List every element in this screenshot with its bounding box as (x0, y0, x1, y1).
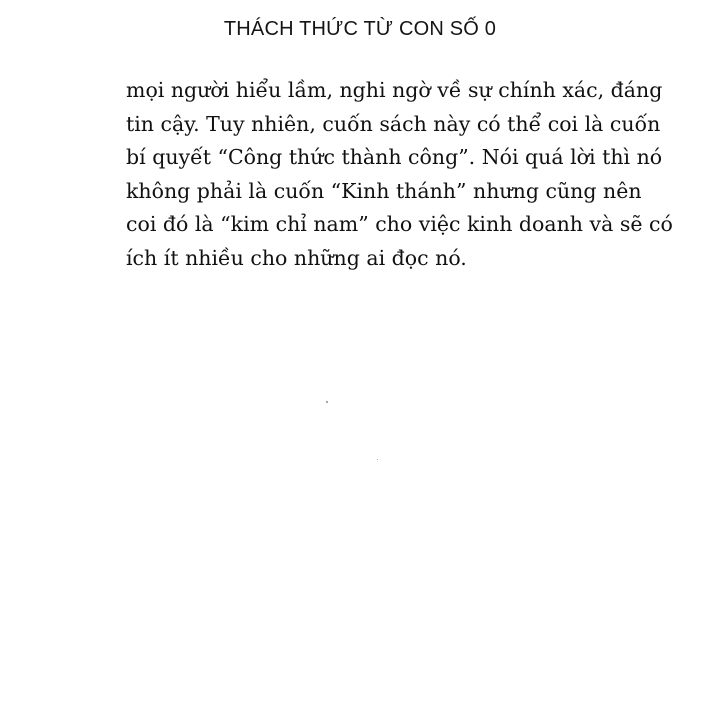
running-header: THÁCH THỨC TỪ CON SỐ 0 (223, 18, 497, 40)
paper-speck (326, 401, 328, 403)
text-line: ích ít nhiều cho những ai đọc nó. (126, 245, 467, 270)
text-line: coi đó là “kim chỉ nam” cho việc kinh doanh và sẽ có (126, 212, 673, 236)
body-paragraph (126, 74, 673, 275)
text-line: tin cậy. Tuy nhiên, cuốn sách này có thể coi là cuốn (126, 111, 661, 136)
paper-speck (377, 459, 378, 460)
text-line: mọi người hiểu lầm, nghi ngờ về sự chính xác, đáng (126, 78, 663, 102)
text-line: không phải là cuốn “Kinh thánh” nhưng cũng nên (126, 178, 642, 203)
text-line: bí quyết “Công thức thành công”. Nói quá lời thì nó (126, 145, 663, 169)
